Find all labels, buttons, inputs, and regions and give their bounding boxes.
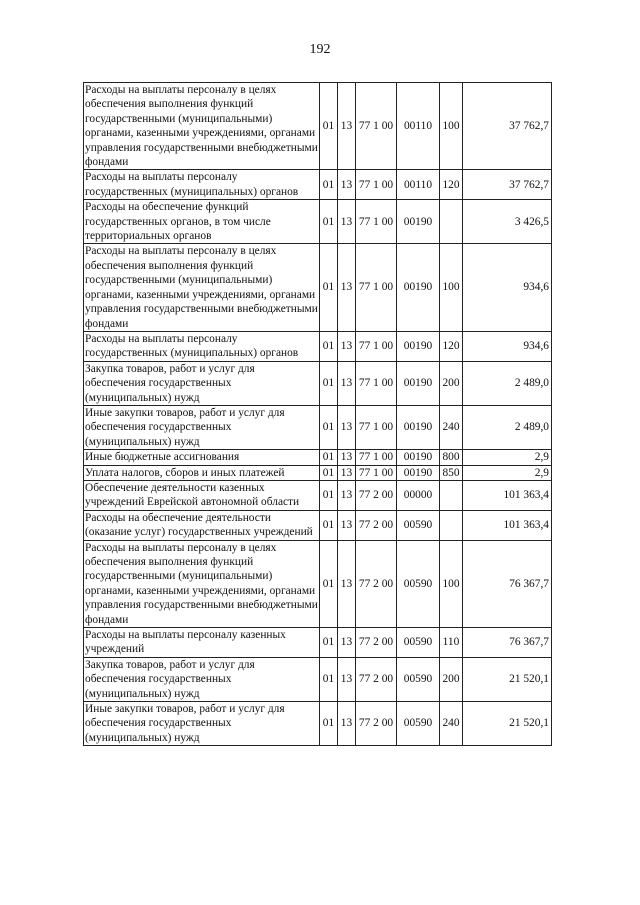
row-name-cell: Закупка товаров, работ и услуг для обеспечения государственных (муниципальных) нужд [84,657,320,701]
subsection-code-cell: 13 [338,83,356,170]
table-row [84,657,552,701]
direction-code-cell: 00110 [397,83,440,170]
table-row [84,702,552,746]
expense-type-code-cell [440,510,463,540]
expense-type-code-cell: 100 [440,540,463,627]
section-code-cell: 01 [320,450,338,465]
direction-code-cell: 00590 [397,702,440,746]
amount-cell: 2 489,0 [463,361,552,405]
subsection-code-cell: 13 [338,657,356,701]
amount-cell: 2 489,0 [463,405,552,449]
subsection-code-cell: 13 [338,361,356,405]
program-code-cell: 77 2 00 [356,480,397,510]
table-row [84,200,552,244]
table-row [84,405,552,449]
subsection-code-cell: 13 [338,465,356,480]
row-name-cell: Расходы на обеспечение функций государственных органов, в том числе территориальных органов [84,200,320,244]
table-row [84,540,552,627]
page-number: 192 [309,42,331,57]
row-name-cell: Расходы на выплаты персоналу государственных (муниципальных) органов [84,331,320,361]
section-code-cell: 01 [320,200,338,244]
expense-type-code-cell: 120 [440,170,463,200]
section-code-cell: 01 [320,628,338,658]
row-name-cell: Иные бюджетные ассигнования [84,450,320,465]
section-code-cell: 01 [320,170,338,200]
table-row [84,628,552,658]
amount-cell: 101 363,4 [463,480,552,510]
section-code-cell: 01 [320,702,338,746]
section-code-cell: 01 [320,540,338,627]
expense-type-code-cell: 200 [440,361,463,405]
amount-cell: 37 762,7 [463,170,552,200]
row-name-cell: Расходы на обеспечение деятельности (оказание услуг) государственных учреждений [84,510,320,540]
program-code-cell: 77 1 00 [356,331,397,361]
amount-cell: 76 367,7 [463,628,552,658]
table-row [84,331,552,361]
direction-code-cell: 00190 [397,200,440,244]
table-row [84,465,552,480]
table-row [84,83,552,170]
expense-type-code-cell: 100 [440,244,463,331]
amount-cell: 101 363,4 [463,510,552,540]
row-name-cell: Расходы на выплаты персоналу в целях обеспечения выполнения функций государственными (муниципальными) органами, казенными учреждениями, органами управления государственными внебюджетными фондами [85,541,318,626]
direction-code-cell: 00590 [397,540,440,627]
section-code-cell: 01 [320,331,338,361]
table-row [84,244,552,331]
direction-code-cell: 00190 [397,405,440,449]
direction-code-cell: 00190 [397,244,440,331]
subsection-code-cell: 13 [338,331,356,361]
program-code-cell: 77 1 00 [356,465,397,480]
program-code-cell: 77 2 00 [356,657,397,701]
row-name-cell: Расходы на выплаты персоналу в целях обеспечения выполнения функций государственными (муниципальными) органами, казенными учреждениями, органами управления государственными внебюджетными фондами [85,245,318,330]
amount-cell: 934,6 [463,244,552,331]
section-code-cell: 01 [320,244,338,331]
direction-code-cell: 00000 [397,480,440,510]
amount-cell: 21 520,1 [463,702,552,746]
program-code-cell: 77 1 00 [356,361,397,405]
table-row [84,480,552,510]
section-code-cell: 01 [320,465,338,480]
program-code-cell: 77 1 00 [356,244,397,331]
table-row [84,450,552,465]
amount-cell: 3 426,5 [463,200,552,244]
amount-cell: 76 367,7 [463,540,552,627]
row-name-cell: Расходы на выплаты персоналу государственных (муниципальных) органов [84,170,320,200]
table-body [84,83,552,746]
program-code-cell: 77 2 00 [356,628,397,658]
row-name-cell: Уплата налогов, сборов и иных платежей [84,465,320,480]
expense-type-code-cell: 100 [440,83,463,170]
row-name-cell: Закупка товаров, работ и услуг для обеспечения государственных (муниципальных) нужд [84,361,320,405]
subsection-code-cell: 13 [338,628,356,658]
table-row [84,170,552,200]
section-code-cell: 01 [320,361,338,405]
amount-cell: 21 520,1 [463,657,552,701]
section-code-cell: 01 [320,510,338,540]
direction-code-cell: 00590 [397,657,440,701]
section-code-cell: 01 [320,405,338,449]
direction-code-cell: 00190 [397,361,440,405]
amount-cell: 2,9 [463,465,552,480]
expense-type-code-cell: 240 [440,702,463,746]
program-code-cell: 77 2 00 [356,540,397,627]
program-code-cell: 77 1 00 [356,170,397,200]
budget-table [83,82,552,746]
amount-cell: 37 762,7 [463,83,552,170]
amount-cell: 934,6 [463,331,552,361]
subsection-code-cell: 13 [338,244,356,331]
expense-type-code-cell [440,200,463,244]
table-row [84,510,552,540]
program-code-cell: 77 1 00 [356,83,397,170]
expense-type-code-cell [440,480,463,510]
program-code-cell: 77 1 00 [356,450,397,465]
expense-type-code-cell: 110 [440,628,463,658]
subsection-code-cell: 13 [338,200,356,244]
table-row [84,361,552,405]
program-code-cell: 77 1 00 [356,405,397,449]
direction-code-cell: 00590 [397,510,440,540]
expense-type-code-cell: 800 [440,450,463,465]
expense-type-code-cell: 200 [440,657,463,701]
row-name-cell: Расходы на выплаты персоналу в целях обеспечения выполнения функций государственными (муниципальными) органами, казенными учреждениями, органами управления государственными внебюджетными фондами [85,84,318,169]
amount-cell: 2,9 [463,450,552,465]
subsection-code-cell: 13 [338,510,356,540]
program-code-cell: 77 2 00 [356,702,397,746]
expense-type-code-cell: 120 [440,331,463,361]
subsection-code-cell: 13 [338,170,356,200]
subsection-code-cell: 13 [338,450,356,465]
row-name-cell: Обеспечение деятельности казенных учреждений Еврейской автономной области [84,480,320,510]
program-code-cell: 77 1 00 [356,200,397,244]
subsection-code-cell: 13 [338,405,356,449]
row-name-cell: Иные закупки товаров, работ и услуг для обеспечения государственных (муниципальных) нужд [84,702,320,746]
subsection-code-cell: 13 [338,480,356,510]
section-code-cell: 01 [320,480,338,510]
subsection-code-cell: 13 [338,702,356,746]
direction-code-cell: 00190 [397,450,440,465]
section-code-cell: 01 [320,657,338,701]
direction-code-cell: 00190 [397,331,440,361]
direction-code-cell: 00190 [397,465,440,480]
direction-code-cell: 00110 [397,170,440,200]
expense-type-code-cell: 850 [440,465,463,480]
row-name-cell: Иные закупки товаров, работ и услуг для обеспечения государственных (муниципальных) нужд [84,405,320,449]
section-code-cell: 01 [320,83,338,170]
expense-type-code-cell: 240 [440,405,463,449]
subsection-code-cell: 13 [338,540,356,627]
row-name-cell: Расходы на выплаты персоналу казенных учреждений [84,628,320,658]
direction-code-cell: 00590 [397,628,440,658]
program-code-cell: 77 2 00 [356,510,397,540]
